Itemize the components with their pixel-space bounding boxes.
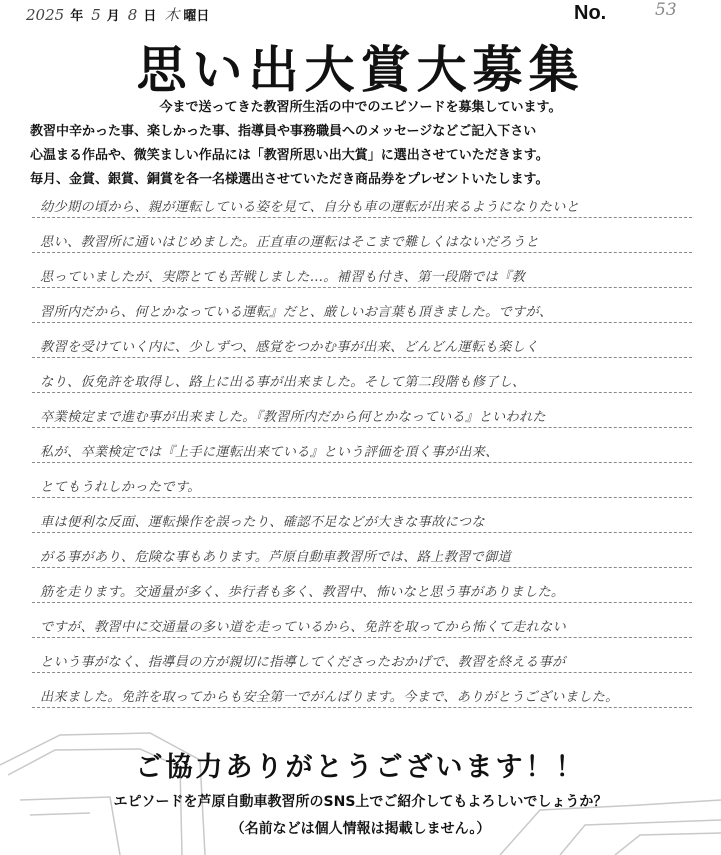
thanks-heading: ご協力ありがとうございます！！ (135, 752, 586, 783)
month-label: 月 (106, 9, 120, 24)
intro-line: 心温まる作品や、微笑ましい作品には「教習所思い出大賞」に選出させていただきます。 (30, 148, 549, 163)
page-title: 思い出大賞大募集 (136, 41, 585, 99)
handwritten-line: 卒業検定まで進む事が出来ました。『教習所内だから何とかなっている』といわれた (40, 410, 546, 425)
intro-line: 今まで送ってきた教習所生活の中でのエピソードを募集しています。 (159, 100, 562, 115)
day-value: 8 (127, 6, 138, 24)
handwritten-line: という事がなく、指導員の方が親切に指導してくださったおかげで、教習を終える事が (40, 655, 566, 670)
sns-question: エピソードを芦原自動車教習所のSNS上でご紹介してもよろしいでしょうか？ (113, 794, 608, 810)
handwritten-line: 筋を走ります。交通量が多く、歩行者も多く、教習中、怖いなと思う事がありました。 (40, 585, 565, 600)
handwritten-line: 私が、卒業検定では『上手に運転出来ている』という評価を頂く事が出来、 (40, 445, 499, 460)
handwritten-line: 教習を受けていく内に、少しずつ、感覚をつかむ事が出来、どんどん運転も楽しく (40, 340, 539, 355)
handwritten-line: ですが、教習中に交通量の多い道を走っているから、免許を取ってから怖くて走れない (40, 620, 567, 635)
handwritten-line: 車は便利な反面、運転操作を誤ったり、確認不足などが大きな事故につな (40, 515, 485, 530)
handwritten-line: 思っていましたが、実際とても苦戦しました…。補習も付き、第一段階では『教 (40, 270, 526, 285)
intro-line: 毎月、金賞、銀賞、銅賞を各一名様選出させていただき商品券をプレゼントいたします。 (30, 172, 549, 187)
year-label: 年 (70, 9, 84, 24)
weekday-value: 木 (164, 6, 180, 24)
handwritten-line: なり、仮免許を取得し、路上に出る事が出来ました。そして第二段階も修了し、 (40, 375, 526, 390)
handwritten-line: 幼少期の頃から、親が運転している姿を見て、自分も車の運転が出来るようになりたいと (40, 200, 580, 215)
privacy-note: （名前などは個人情報は掲載しません。） (230, 821, 491, 837)
handwritten-line: 習所内だから、何とかなっている運転』だと、厳しいお言葉も頂きました。ですが、 (40, 305, 553, 320)
writing-area (32, 190, 694, 720)
month-value: 5 (91, 6, 101, 24)
handwritten-line: とてもうれしかったです。 (40, 480, 201, 495)
number-value: 53 (655, 0, 677, 20)
date-row (22, 4, 209, 26)
weekday-label: 曜日 (183, 9, 210, 24)
number-label: No. (574, 2, 607, 24)
intro-text (0, 96, 721, 192)
year-value: 2025 (26, 6, 65, 24)
handwritten-line: 出来ました。免許を取ってからも安全第一でがんばります。今まで、ありがとうございました。 (40, 690, 619, 705)
handwritten-line: 思い、教習所に通いはじめました。正直車の運転はそこまで難しくはないだろうと (40, 235, 540, 250)
day-label: 日 (143, 9, 157, 24)
intro-line: 教習中辛かった事、楽しかった事、指導員や事務職員へのメッセージなどご記入下さい (30, 124, 537, 139)
handwritten-line: がる事があり、危険な事もあります。芦原自動車教習所では、路上教習で御道 (40, 550, 512, 565)
